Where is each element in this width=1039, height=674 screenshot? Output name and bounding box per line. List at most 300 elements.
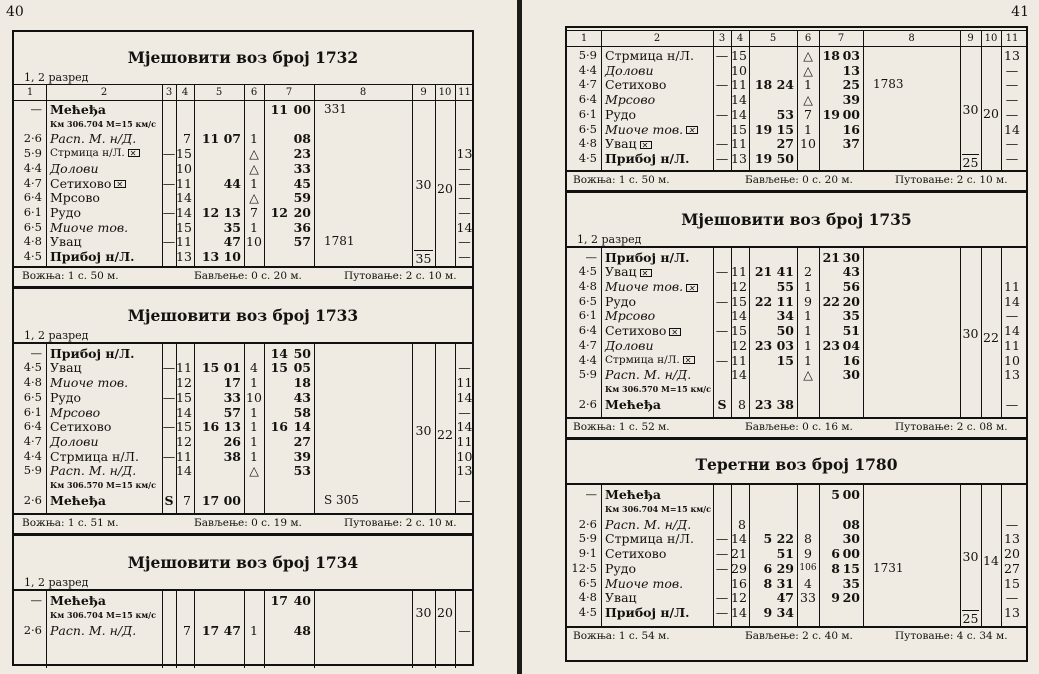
distance-km: [567, 502, 597, 517]
distance-km: 4·4: [23, 160, 42, 175]
station-name: [605, 367, 691, 382]
station-name: [50, 161, 99, 176]
departure-minute: [841, 382, 860, 397]
arrival-time: 17: [223, 375, 241, 391]
footer-travel-time: Путовање: 2 с. 10 м.: [344, 517, 457, 530]
col11-value: —: [1005, 308, 1019, 324]
arrival-time: [749, 48, 794, 63]
distance-km: 6·1: [578, 106, 597, 121]
stop-minutes: △: [249, 160, 259, 176]
section-divider: [567, 170, 1026, 172]
run-time: [176, 117, 191, 132]
departure-minute: 16: [842, 121, 860, 137]
col11-value: —: [458, 160, 471, 176]
col11-value: 13: [456, 146, 473, 162]
post-office-icon: [128, 149, 140, 157]
column-divider: [601, 483, 602, 625]
station-label: Миоче тов.: [605, 575, 684, 591]
departure-minute: 00: [842, 106, 860, 122]
run-time: 15: [731, 293, 747, 309]
column-header: 5: [215, 87, 223, 98]
distance-km: 2·6: [23, 622, 42, 637]
col11-value: [455, 131, 474, 146]
distance-km: 6·5: [23, 219, 42, 234]
stop-minutes: 10: [246, 234, 262, 250]
stop-minutes: [244, 593, 264, 608]
stop-minutes: [797, 397, 819, 412]
departure-hour: [819, 308, 840, 323]
column-header: 11: [1005, 33, 1019, 44]
departure-minute: 33: [293, 160, 311, 176]
departure-hour: [819, 367, 840, 382]
stop-minutes: 9: [804, 293, 812, 309]
distance-km: 4·5: [23, 360, 42, 375]
arrival-time: 23 38: [754, 396, 794, 412]
station-label: Сетихово: [605, 323, 667, 339]
station-label: Мећеђа: [50, 492, 106, 508]
departure-hour: 11: [270, 102, 288, 117]
departure-minute: [289, 117, 311, 132]
station-label: Мрсово: [50, 190, 100, 206]
arrival-time: 12 13: [201, 204, 241, 220]
col11-value: —: [1005, 516, 1019, 532]
departure-minute: 30: [842, 531, 860, 547]
col11-value: 15: [1004, 575, 1020, 591]
col3-value: [162, 608, 176, 623]
col11-value: [1001, 502, 1023, 517]
footer-run-time: Вожња: 1 с. 50 м.: [22, 269, 119, 282]
arrival-time: [194, 346, 241, 361]
column-header: 4: [181, 87, 189, 98]
run-time: [176, 478, 191, 493]
distance-km: 6·4: [23, 190, 42, 205]
departure-minute: 30: [842, 249, 860, 265]
stop-minutes: 33: [800, 590, 816, 606]
column-divider: [981, 30, 982, 170]
departure-minute: 59: [293, 190, 311, 206]
station-name: [605, 353, 695, 368]
right-page: [522, 0, 1039, 674]
arrival-time: [194, 102, 241, 117]
station-label: Увац: [605, 590, 637, 606]
departure-hour: [264, 434, 288, 449]
col3-value: —: [715, 106, 729, 122]
stop-minutes: 1: [804, 308, 812, 324]
column-header: 10: [984, 33, 998, 44]
run-time: 11: [176, 448, 192, 464]
station-label: Прибој н/Л.: [50, 345, 135, 361]
column-header: 10: [438, 87, 452, 98]
col3-value: [162, 117, 176, 132]
station-label: Расп. М. н/Д.: [50, 131, 137, 147]
departure-minute: 57: [293, 234, 311, 250]
departure-hour: [264, 449, 288, 464]
departure-minute: 35: [842, 575, 860, 591]
departure-minute: [289, 478, 311, 493]
col10-value: 22: [983, 330, 999, 346]
stop-minutes: [797, 382, 819, 397]
col11-value: —: [458, 175, 471, 191]
distance-km: 4·8: [23, 234, 42, 249]
column-header: 2: [653, 33, 661, 44]
run-time: 15: [176, 146, 192, 162]
train-connection: 1781: [324, 234, 355, 249]
distance-km: 6·5: [578, 575, 597, 590]
distance-km: 2·6: [23, 492, 42, 507]
departure-minute: 18: [293, 375, 311, 391]
distance-km: [14, 478, 42, 493]
station-label: Км 306.704 М=15 км/с: [50, 118, 156, 129]
stop-minutes: 1: [804, 279, 812, 294]
col3-value: [162, 463, 176, 478]
col3-value: [713, 576, 731, 591]
run-time: 11: [731, 136, 747, 152]
col3-value: —: [715, 48, 729, 63]
departure-hour: [819, 531, 840, 546]
column-header: 6: [804, 33, 812, 44]
departure-hour: [264, 478, 288, 493]
station-name: [50, 176, 126, 191]
col3-value: [162, 375, 176, 390]
departure-minute: 39: [293, 448, 311, 464]
distance-km: 4·7: [578, 77, 597, 92]
departure-minute: 37: [842, 136, 860, 152]
departure-minute: [841, 397, 860, 412]
departure-minute: 58: [293, 404, 311, 420]
col3-value: [162, 220, 176, 235]
station-label: Мрсово: [605, 92, 656, 108]
departure-minute: 51: [842, 323, 860, 339]
stop-minutes: 1: [250, 404, 258, 420]
departure-minute: 23: [293, 146, 311, 162]
page-number: 40: [6, 4, 24, 20]
station-name: [50, 205, 81, 220]
distance-km: 6·1: [578, 308, 597, 323]
col11-value: 14: [456, 219, 473, 235]
col9-total: 25: [962, 154, 979, 170]
departure-hour: [819, 77, 840, 92]
departure-minute: 40: [293, 593, 311, 609]
post-office-icon: [114, 180, 126, 188]
station-name: [50, 220, 128, 235]
departure-hour: 17: [270, 593, 288, 609]
col3-value: —: [715, 352, 729, 368]
arrival-time: 19 50: [754, 150, 794, 166]
arrival-time: [194, 608, 241, 623]
departure-minute: 13: [842, 62, 860, 78]
station-name: [605, 77, 666, 92]
station-label: Сетихово: [605, 546, 667, 562]
col3-value: [162, 190, 176, 205]
arrival-time: 15: [776, 352, 794, 368]
station-name: [605, 151, 690, 166]
departure-hour: 14: [270, 345, 288, 361]
stop-minutes: 8: [804, 531, 812, 547]
station-name: [50, 146, 140, 161]
col11-value: 27: [1004, 560, 1020, 576]
departure-minute: 43: [842, 264, 860, 280]
station-name: [50, 234, 82, 249]
arrival-time: [749, 502, 794, 517]
stop-minutes: 10: [246, 389, 262, 405]
arrival-time: 51: [776, 546, 794, 562]
run-time: 11: [176, 175, 192, 191]
departure-hour: [264, 623, 288, 638]
station-name: [50, 249, 135, 264]
col11-value: 11: [456, 375, 473, 391]
col3-value: —: [715, 590, 729, 606]
departure-minute: 56: [842, 279, 860, 294]
departure-minute: 08: [293, 131, 311, 147]
stop-minutes: 106: [799, 562, 817, 573]
station-name: [605, 397, 661, 412]
departure-hour: [819, 136, 840, 151]
footer-run-time: Вожња: 1 с. 54 м.: [573, 629, 670, 642]
stop-minutes: [797, 487, 819, 502]
departure-minute: [841, 502, 860, 517]
station-label: Расп. М. н/Д.: [50, 622, 137, 638]
stop-minutes: △: [803, 367, 813, 383]
stop-minutes: 1: [804, 337, 812, 353]
station-note: [50, 478, 156, 493]
col3-value: [162, 405, 176, 420]
col11-value: 11: [1004, 337, 1020, 353]
column-divider: [314, 342, 315, 514]
station-name: [605, 590, 637, 605]
col11-value: [455, 346, 474, 361]
col3-value: [713, 502, 731, 517]
arrival-time: 11 07: [201, 131, 241, 147]
post-office-icon: [686, 126, 698, 134]
col11-value: 10: [1004, 352, 1020, 368]
departure-hour: 5: [831, 487, 840, 503]
col3-value: —: [162, 448, 176, 464]
stop-minutes: 1: [804, 323, 812, 339]
col11-value: [1001, 382, 1023, 397]
section-divider: [14, 342, 472, 344]
train-title: Мјешовити воз број 1732: [127, 48, 359, 67]
departure-hour: [264, 405, 288, 420]
column-header: 3: [165, 87, 173, 98]
col3-value: —: [715, 604, 729, 620]
column-header: 8: [359, 87, 367, 98]
column-header: 3: [718, 33, 726, 44]
station-label: Рудо: [605, 106, 636, 122]
run-time: [176, 593, 191, 608]
col3-value: —: [162, 360, 176, 376]
distance-km: 4·7: [23, 433, 42, 448]
run-time: 13: [176, 249, 192, 264]
col11-value: 13: [1004, 48, 1020, 63]
stop-minutes: 1: [804, 352, 812, 368]
arrival-time: 55: [776, 279, 794, 294]
arrival-time: 17 47: [201, 622, 241, 638]
stop-minutes: △: [249, 146, 259, 162]
station-name: [605, 264, 652, 279]
departure-hour: [819, 502, 840, 517]
train-class: 1, 2 разред: [24, 576, 89, 590]
run-time: 14: [731, 604, 747, 620]
stop-minutes: [244, 478, 264, 493]
station-name: [605, 294, 636, 309]
distance-km: 12·5: [571, 560, 597, 575]
col3-value: [713, 250, 731, 265]
station-name: [50, 102, 106, 117]
stop-minutes: 1: [250, 622, 258, 638]
station-label: Прибој н/Л.: [50, 249, 135, 264]
station-label: Долови: [50, 433, 99, 449]
departure-minute: 36: [293, 219, 311, 235]
run-time: 12: [176, 433, 192, 449]
station-name: [605, 92, 655, 107]
column-header: 6: [250, 87, 258, 98]
departure-minute: 27: [293, 433, 311, 449]
distance-km: 4·4: [23, 448, 42, 463]
stop-minutes: 1: [250, 419, 258, 435]
col3-value: [713, 487, 731, 502]
arrival-time: 5 22: [763, 531, 794, 547]
col3-value: [162, 102, 176, 117]
col11-value: —: [1005, 396, 1019, 412]
run-time: 7: [183, 492, 191, 508]
distance-km: 2·6: [23, 131, 42, 146]
arrival-time: [194, 593, 241, 608]
col11-value: —: [458, 249, 471, 264]
departure-hour: [264, 234, 288, 249]
station-label: Мећеђа: [50, 593, 106, 609]
column-divider: [863, 246, 864, 418]
distance-km: 6·1: [23, 404, 42, 419]
departure-hour: [819, 63, 840, 78]
run-time: 13: [731, 150, 747, 166]
footer-run-time: Вожња: 1 с. 50 м.: [573, 173, 670, 186]
col11-value: 13: [1004, 531, 1020, 547]
column-header: 2: [100, 87, 108, 98]
col9-value: 30: [415, 176, 432, 192]
column-divider: [863, 30, 864, 170]
distance-km: [567, 382, 597, 397]
distance-km: 4·8: [578, 279, 597, 293]
stop-minutes: △: [249, 190, 259, 206]
col3-value: [713, 308, 731, 323]
footer-travel-time: Путовање: 2 с. 10 м.: [344, 269, 457, 282]
departure-hour: [264, 493, 288, 508]
col3-value: [162, 131, 176, 146]
arrival-time: 57: [223, 404, 241, 420]
run-time: 15: [731, 121, 747, 137]
col11-value: —: [1005, 590, 1019, 606]
departure-minute: 00: [842, 487, 860, 503]
run-time: 10: [731, 62, 747, 78]
departure-minute: [841, 151, 860, 166]
section-divider: [567, 417, 1026, 419]
station-name: [50, 390, 81, 405]
col9-value: 30: [415, 605, 432, 621]
train-connection: 1731: [873, 560, 904, 575]
arrival-time: 53: [776, 106, 794, 122]
col11-value: 14: [1004, 323, 1020, 339]
station-name: [50, 463, 136, 478]
stop-minutes: △: [803, 62, 813, 78]
section-divider: [567, 190, 1026, 193]
run-time: 14: [176, 404, 192, 420]
distance-km: 5·9: [578, 531, 597, 546]
stop-minutes: 7: [804, 106, 812, 122]
col11-value: [455, 593, 474, 608]
departure-minute: [289, 608, 311, 623]
station-label: Мећеђа: [605, 396, 661, 412]
col11-value: [455, 608, 474, 623]
col11-value: —: [1005, 150, 1019, 166]
col3-value: [162, 249, 176, 264]
station-label: Км 306.570 М=15 км/с: [50, 480, 156, 490]
arrival-time: 26: [223, 433, 241, 449]
station-label: Прибој н/Л.: [605, 249, 690, 265]
distance-km: 5·9: [23, 463, 42, 478]
arrival-time: 21 41: [754, 264, 794, 280]
departure-hour: [264, 608, 288, 623]
col3-value: [162, 593, 176, 608]
distance-km: —: [585, 249, 597, 264]
departure-minute: 08: [842, 516, 860, 532]
station-name: [605, 561, 636, 576]
departure-minute: [289, 493, 311, 508]
column-header: 8: [908, 33, 915, 44]
distance-km: —: [30, 593, 42, 608]
arrival-time: [749, 517, 794, 532]
arrival-time: 18 24: [754, 77, 794, 93]
station-label: Мрсово: [50, 404, 101, 420]
station-label: Миоче тов.: [50, 375, 129, 391]
page-number: 41: [1011, 4, 1029, 20]
column-divider: [314, 84, 315, 266]
col3-value: —: [162, 204, 176, 220]
station-note: [50, 608, 156, 623]
stop-minutes: [797, 151, 819, 166]
arrival-time: [194, 463, 241, 478]
station-label: Рудо: [605, 293, 636, 309]
station-label: Миоче тов.: [50, 219, 129, 235]
departure-minute: 35: [842, 308, 860, 324]
run-time: 10: [176, 160, 192, 176]
col10-value: 20: [437, 605, 453, 621]
run-time: 16: [731, 575, 747, 591]
col11-value: [455, 117, 474, 132]
departure-hour: [264, 161, 288, 176]
post-office-icon: [640, 141, 652, 149]
col3-value: —: [715, 293, 729, 309]
run-time: 11: [176, 360, 192, 376]
departure-minute: [289, 249, 311, 264]
departure-minute: 50: [293, 345, 311, 361]
col3-value: —: [162, 234, 176, 250]
stop-minutes: 4: [804, 575, 812, 591]
arrival-time: 50: [776, 323, 794, 339]
stop-minutes: [797, 250, 819, 265]
column-divider: [46, 342, 47, 514]
run-time: [176, 608, 191, 623]
distance-km: 4·5: [23, 249, 42, 263]
col3-value: —: [715, 531, 729, 547]
distance-km: 4·5: [578, 264, 597, 279]
column-divider: [46, 589, 47, 668]
distance-km: 6·5: [578, 121, 597, 136]
section-divider: [14, 533, 472, 536]
departure-hour: [264, 131, 288, 146]
run-time: 11: [731, 77, 747, 93]
departure-hour: [819, 397, 840, 412]
train-connection: 1783: [873, 77, 904, 92]
